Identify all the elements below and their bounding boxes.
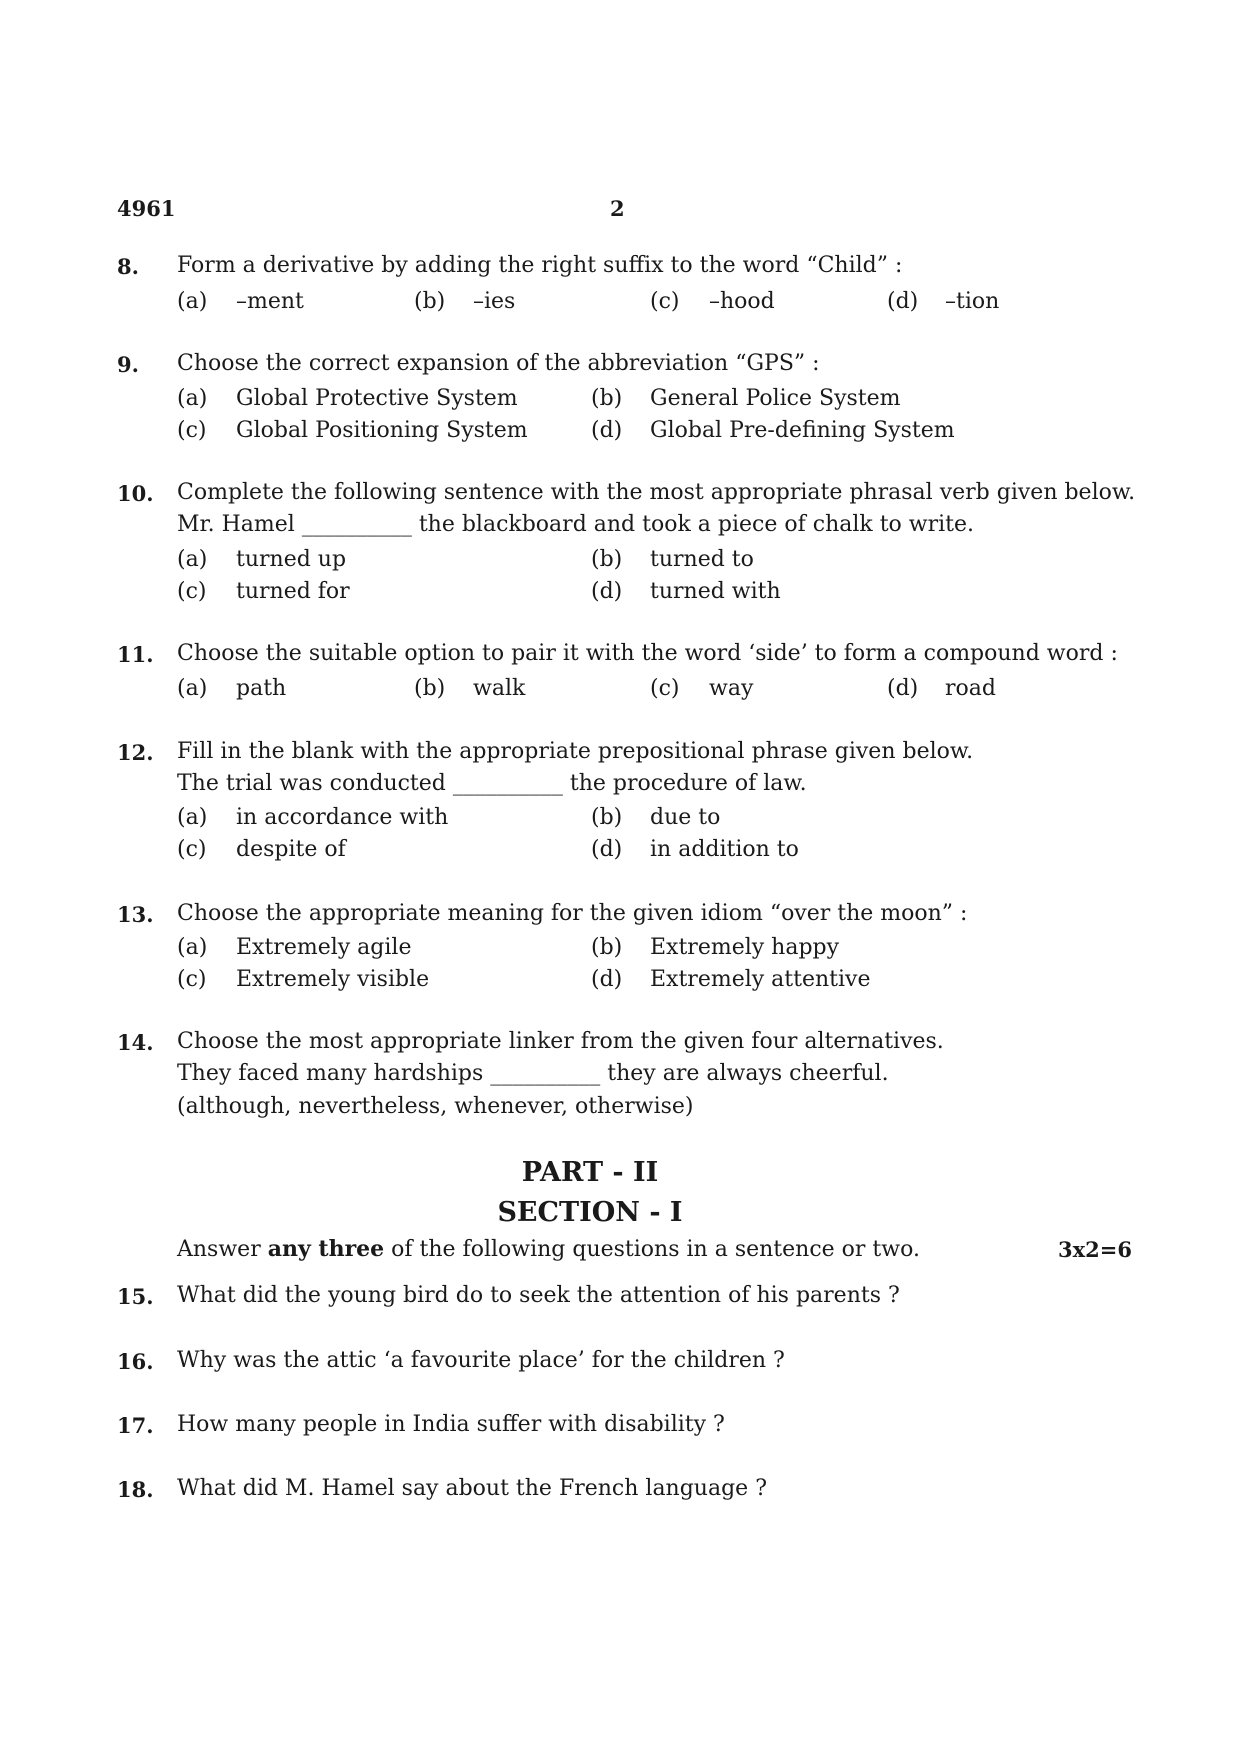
- question-text: Choose the correct expansion of the abbreviation “GPS” :: [177, 351, 820, 376]
- option-label: (d): [591, 418, 623, 443]
- question-text: Complete the following sentence with the most appropriate phrasal verb given below.: [177, 480, 1136, 505]
- question-text: What did the young bird do to seek the attention of his parents ?: [177, 1283, 900, 1308]
- option-text: Global Protective System: [236, 386, 518, 411]
- question-number: 11.: [117, 642, 154, 667]
- question-number: 16.: [117, 1349, 154, 1374]
- option-label: (a): [177, 935, 208, 960]
- question-text: Why was the attic ‘a favourite place’ for the children ?: [177, 1348, 785, 1373]
- question-number: 14.: [117, 1030, 154, 1055]
- option-text: –hood: [709, 289, 775, 314]
- option-label: (a): [177, 805, 208, 830]
- marks-label: 3x2=6: [1058, 1237, 1132, 1262]
- question-number: 9.: [117, 352, 139, 377]
- question-number: 15.: [117, 1284, 154, 1309]
- option-label: (a): [177, 386, 208, 411]
- option-label: (b): [591, 547, 623, 572]
- option-label: (a): [177, 676, 208, 701]
- option-label: (b): [591, 386, 623, 411]
- option-text: Extremely visible: [236, 967, 430, 992]
- option-label: (b): [414, 676, 446, 701]
- question-text: Form a derivative by adding the right suffix to the word “Child” :: [177, 253, 903, 278]
- option-text: Extremely attentive: [650, 967, 871, 992]
- question-number: 17.: [117, 1413, 154, 1438]
- option-text: Global Pre-defining System: [650, 418, 955, 443]
- option-text: in addition to: [650, 837, 799, 862]
- option-text: way: [709, 676, 754, 701]
- option-text: turned for: [236, 579, 350, 604]
- option-label: (a): [177, 289, 208, 314]
- question-text: (although, nevertheless, whenever, otherwise): [177, 1094, 694, 1119]
- question-text: They faced many hardships __________ they are always cheerful.: [177, 1061, 889, 1086]
- option-text: due to: [650, 805, 721, 830]
- option-text: turned up: [236, 547, 347, 572]
- option-label: (d): [591, 967, 623, 992]
- option-text: in accordance with: [236, 805, 449, 830]
- question-text: The trial was conducted __________ the procedure of law.: [177, 771, 807, 796]
- option-label: (c): [650, 676, 680, 701]
- option-label: (a): [177, 547, 208, 572]
- question-number: 8.: [117, 254, 139, 279]
- option-label: (d): [887, 289, 919, 314]
- question-text: Choose the appropriate meaning for the given idiom “over the moon” :: [177, 901, 968, 926]
- section-instruction: Answer any three of the following questions in a sentence or two.: [177, 1236, 920, 1262]
- option-text: walk: [473, 676, 526, 701]
- option-text: General Police System: [650, 386, 901, 411]
- option-text: –ment: [236, 289, 304, 314]
- option-label: (b): [414, 289, 446, 314]
- question-text: Choose the most appropriate linker from the given four alternatives.: [177, 1029, 944, 1054]
- option-label: (d): [591, 837, 623, 862]
- question-text: Fill in the blank with the appropriate prepositional phrase given below.: [177, 739, 974, 764]
- option-text: turned to: [650, 547, 754, 572]
- paper-code: 4961: [117, 196, 176, 221]
- part-title: PART - II: [521, 1157, 659, 1188]
- option-text: despite of: [236, 837, 346, 862]
- option-text: Global Positioning System: [236, 418, 528, 443]
- question-text: Mr. Hamel __________ the blackboard and took a piece of chalk to write.: [177, 512, 975, 537]
- option-text: path: [236, 676, 287, 701]
- question-number: 12.: [117, 740, 154, 765]
- section-title: SECTION - I: [497, 1197, 683, 1228]
- option-text: Extremely agile: [236, 935, 412, 960]
- option-label: (c): [177, 579, 207, 604]
- option-label: (d): [887, 676, 919, 701]
- option-label: (b): [591, 935, 623, 960]
- option-label: (c): [650, 289, 680, 314]
- option-label: (d): [591, 579, 623, 604]
- question-text: Choose the suitable option to pair it with the word ‘side’ to form a compound word :: [177, 641, 1118, 666]
- option-text: road: [945, 676, 996, 701]
- question-number: 10.: [117, 481, 154, 506]
- option-text: Extremely happy: [650, 935, 840, 960]
- option-label: (c): [177, 967, 207, 992]
- option-text: –tion: [945, 289, 1000, 314]
- option-text: –ies: [473, 289, 516, 314]
- question-text: How many people in India suffer with disability ?: [177, 1412, 725, 1437]
- question-number: 18.: [117, 1477, 154, 1502]
- page-number: 2: [610, 196, 625, 221]
- option-text: turned with: [650, 579, 781, 604]
- option-label: (b): [591, 805, 623, 830]
- option-label: (c): [177, 418, 207, 443]
- question-number: 13.: [117, 902, 154, 927]
- question-text: What did M. Hamel say about the French language ?: [177, 1476, 767, 1501]
- option-label: (c): [177, 837, 207, 862]
